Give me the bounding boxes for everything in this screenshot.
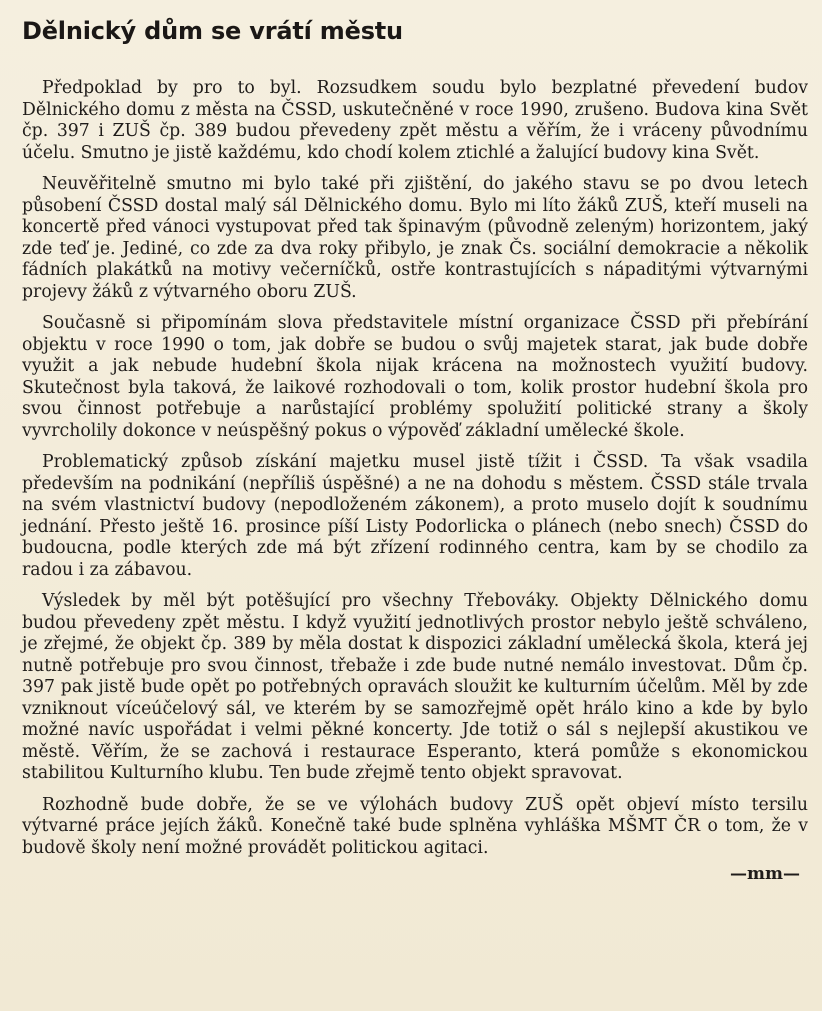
article-title: Dělnický dům se vrátí městu [22, 17, 403, 45]
author-signature: —mm— [730, 864, 800, 884]
paragraph: Problematický způsob získání majetku musel jistě tížit i ČSSD. Ta však vsadila především na podnikání (nepříliš úspěšné) a ne na dohodu s městem. ČSSD stále trvala na svém vlastnictví budovy (nepodloženém zákonem), a proto muselo dojít k soudnímu jednání. Přesto ještě 16. prosince píší Listy Podorlicka o plánech (nebo snech) ČSSD do budoucna, podle kterých zde má být zřízení rodinného centra, kam by se chodilo za radou i za zábavou. [22, 452, 808, 580]
paragraph: Neuvěřitelně smutno mi bylo také při zjištění, do jakého stavu se po dvou letech působení ČSSD dostal malý sál Dělnického domu. Bylo mi líto žáků ZUŠ, kteří museli na koncertě před vánoci vystupovat před tak špinavým (původně zeleným) horizontem, jaký zde teď je. Jediné, co zde za dva roky přibylo, je znak Čs. sociální demokracie a několik fádních plakátků na motivy večerníčků, ostře kontrastujících s nápaditými výtvarnými projevy žáků z výtvarného oboru ZUŠ. [22, 174, 808, 302]
paragraph: Předpoklad by pro to byl. Rozsudkem soudu bylo bezplatné převedení budov Dělnického domu z města na ČSSD, uskutečněné v roce 1990, zrušeno. Budova kina Svět čp. 397 i ZUŠ čp. 389 budou převedeny zpět městu a věřím, že i vráceny původnímu účelu. Smutno je jistě každému, kdo chodí kolem ztichlé a žalující budovy kina Svět. [22, 78, 808, 163]
paragraph: Současně si připomínám slova představitele místní organizace ČSSD při přebírání objektu v roce 1990 o tom, jak dobře se budou o svůj majetek starat, jak bude dobře využit a jak nebude hudební škola nijak krácena na možnostech využití budovy. Skutečnost byla taková, že laikové rozhodovali o tom, kolik prostor hudební škola pro svou činnost potřebuje a narůstající problémy spolužití politické strany a školy vyvrcholily dokonce v neúspěšný pokus o výpověď základní umělecké škole. [22, 313, 808, 441]
paragraph: Rozhodně bude dobře, že se ve výlohách budovy ZUŠ opět objeví místo tersilu výtvarné práce jejích žáků. Konečně také bude splněna vyhláška MŠMT ČR o tom, že v budově školy není možné provádět politickou agitaci. [22, 794, 808, 858]
paragraph: Výsledek by měl být potěšující pro všechny Třebováky. Objekty Dělnického domu budou převedeny zpět městu. I když využití jednotlivých prostor nebylo ještě schváleno, je zřejmé, že objekt čp. 389 by měla dostat k dispozici základní umělecká škola, která jej nutně potřebuje pro svou činnost, třebaže i zde bude nutné nemálo investovat. Dům čp. 397 pak jistě bude opět po potřebných opravách sloužit ke kulturním účelům. Měl by zde vzniknout víceúčelový sál, ve kterém by se samozřejmě opět hrálo kino a kde by bylo možné navíc uspořádat i velmi pěkné koncerty. Jde totiž o sál s nejlepší akustikou ve městě. Věřím, že se zachová i restaurace Esperanto, která pomůže s ekonomickou stabilitou Kulturního klubu. Ten bude zřejmě tento objekt spravovat. [22, 591, 808, 783]
